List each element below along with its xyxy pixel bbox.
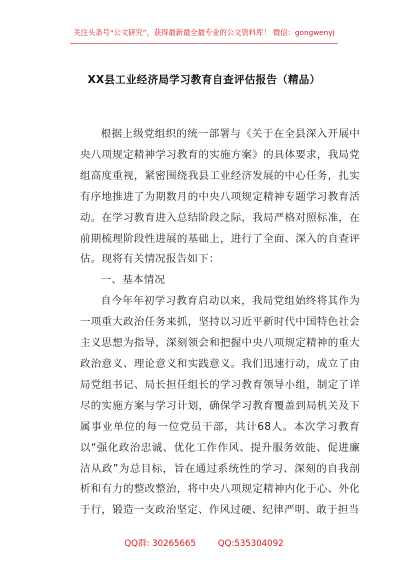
header-divider bbox=[70, 43, 338, 44]
header-banner: 关注头条号“公文研究”，获得最新最全最专业的公文资料库！ 微信：gongwenyj bbox=[73, 28, 335, 37]
section-heading: 一、基本情况 bbox=[100, 274, 166, 287]
intro-paragraph: 根据上级党组织的统一部署与《关于在全县深入开展中央八项规定精神学习教育的实施方案》的具体要求，我局党组高度重视，紧密围绕我县工业经济发展的中心任务，扎实有序地推进了为期数月的中央八项规定精神专题学习教育活动。在学习教育进入总结阶段之际，我局严格对照标准，在前期梳理阶段性进展的基础上，进行了全面、深入的自查评估。现将有关情况报告如下： bbox=[80, 128, 360, 266]
document-body bbox=[80, 124, 360, 521]
footer-qq: QQ:535304092 bbox=[217, 539, 284, 549]
document-title: XX县工业经济局学习教育自查评估报告（精品） bbox=[87, 74, 321, 86]
section-paragraph: 自今年年初学习教育启动以来，我局党组始终将其作为一项重大政治任务来抓，坚持以习近平新时代中国特色社会主义思想为指导，深刻领会和把握中央八项规定精神的重大政治意义、理论意义和实践意义。我们迅速行动，成立了由局党组书记、局长担任组长的学习教育领导小组，制定了详尽的实施方案与学习计划，确保学习教育覆盖到局机关及下属事业单位的每一位党员干部，共计68人。本次学习教育以“强化政治忠诚、优化工作作风、提升服务效能、促进廉洁从政”为总目标，旨在通过系统性的学习、深刻的自我剖析和有力的整改整治，将中央八项规定精神内化于心、外化于行，锻造一支政治坚定、作风过硬、纪律严明、敢于担当 bbox=[80, 295, 360, 517]
footer-contact bbox=[0, 537, 408, 549]
footer-qq-group: QQ群: 30265665 bbox=[124, 539, 196, 549]
